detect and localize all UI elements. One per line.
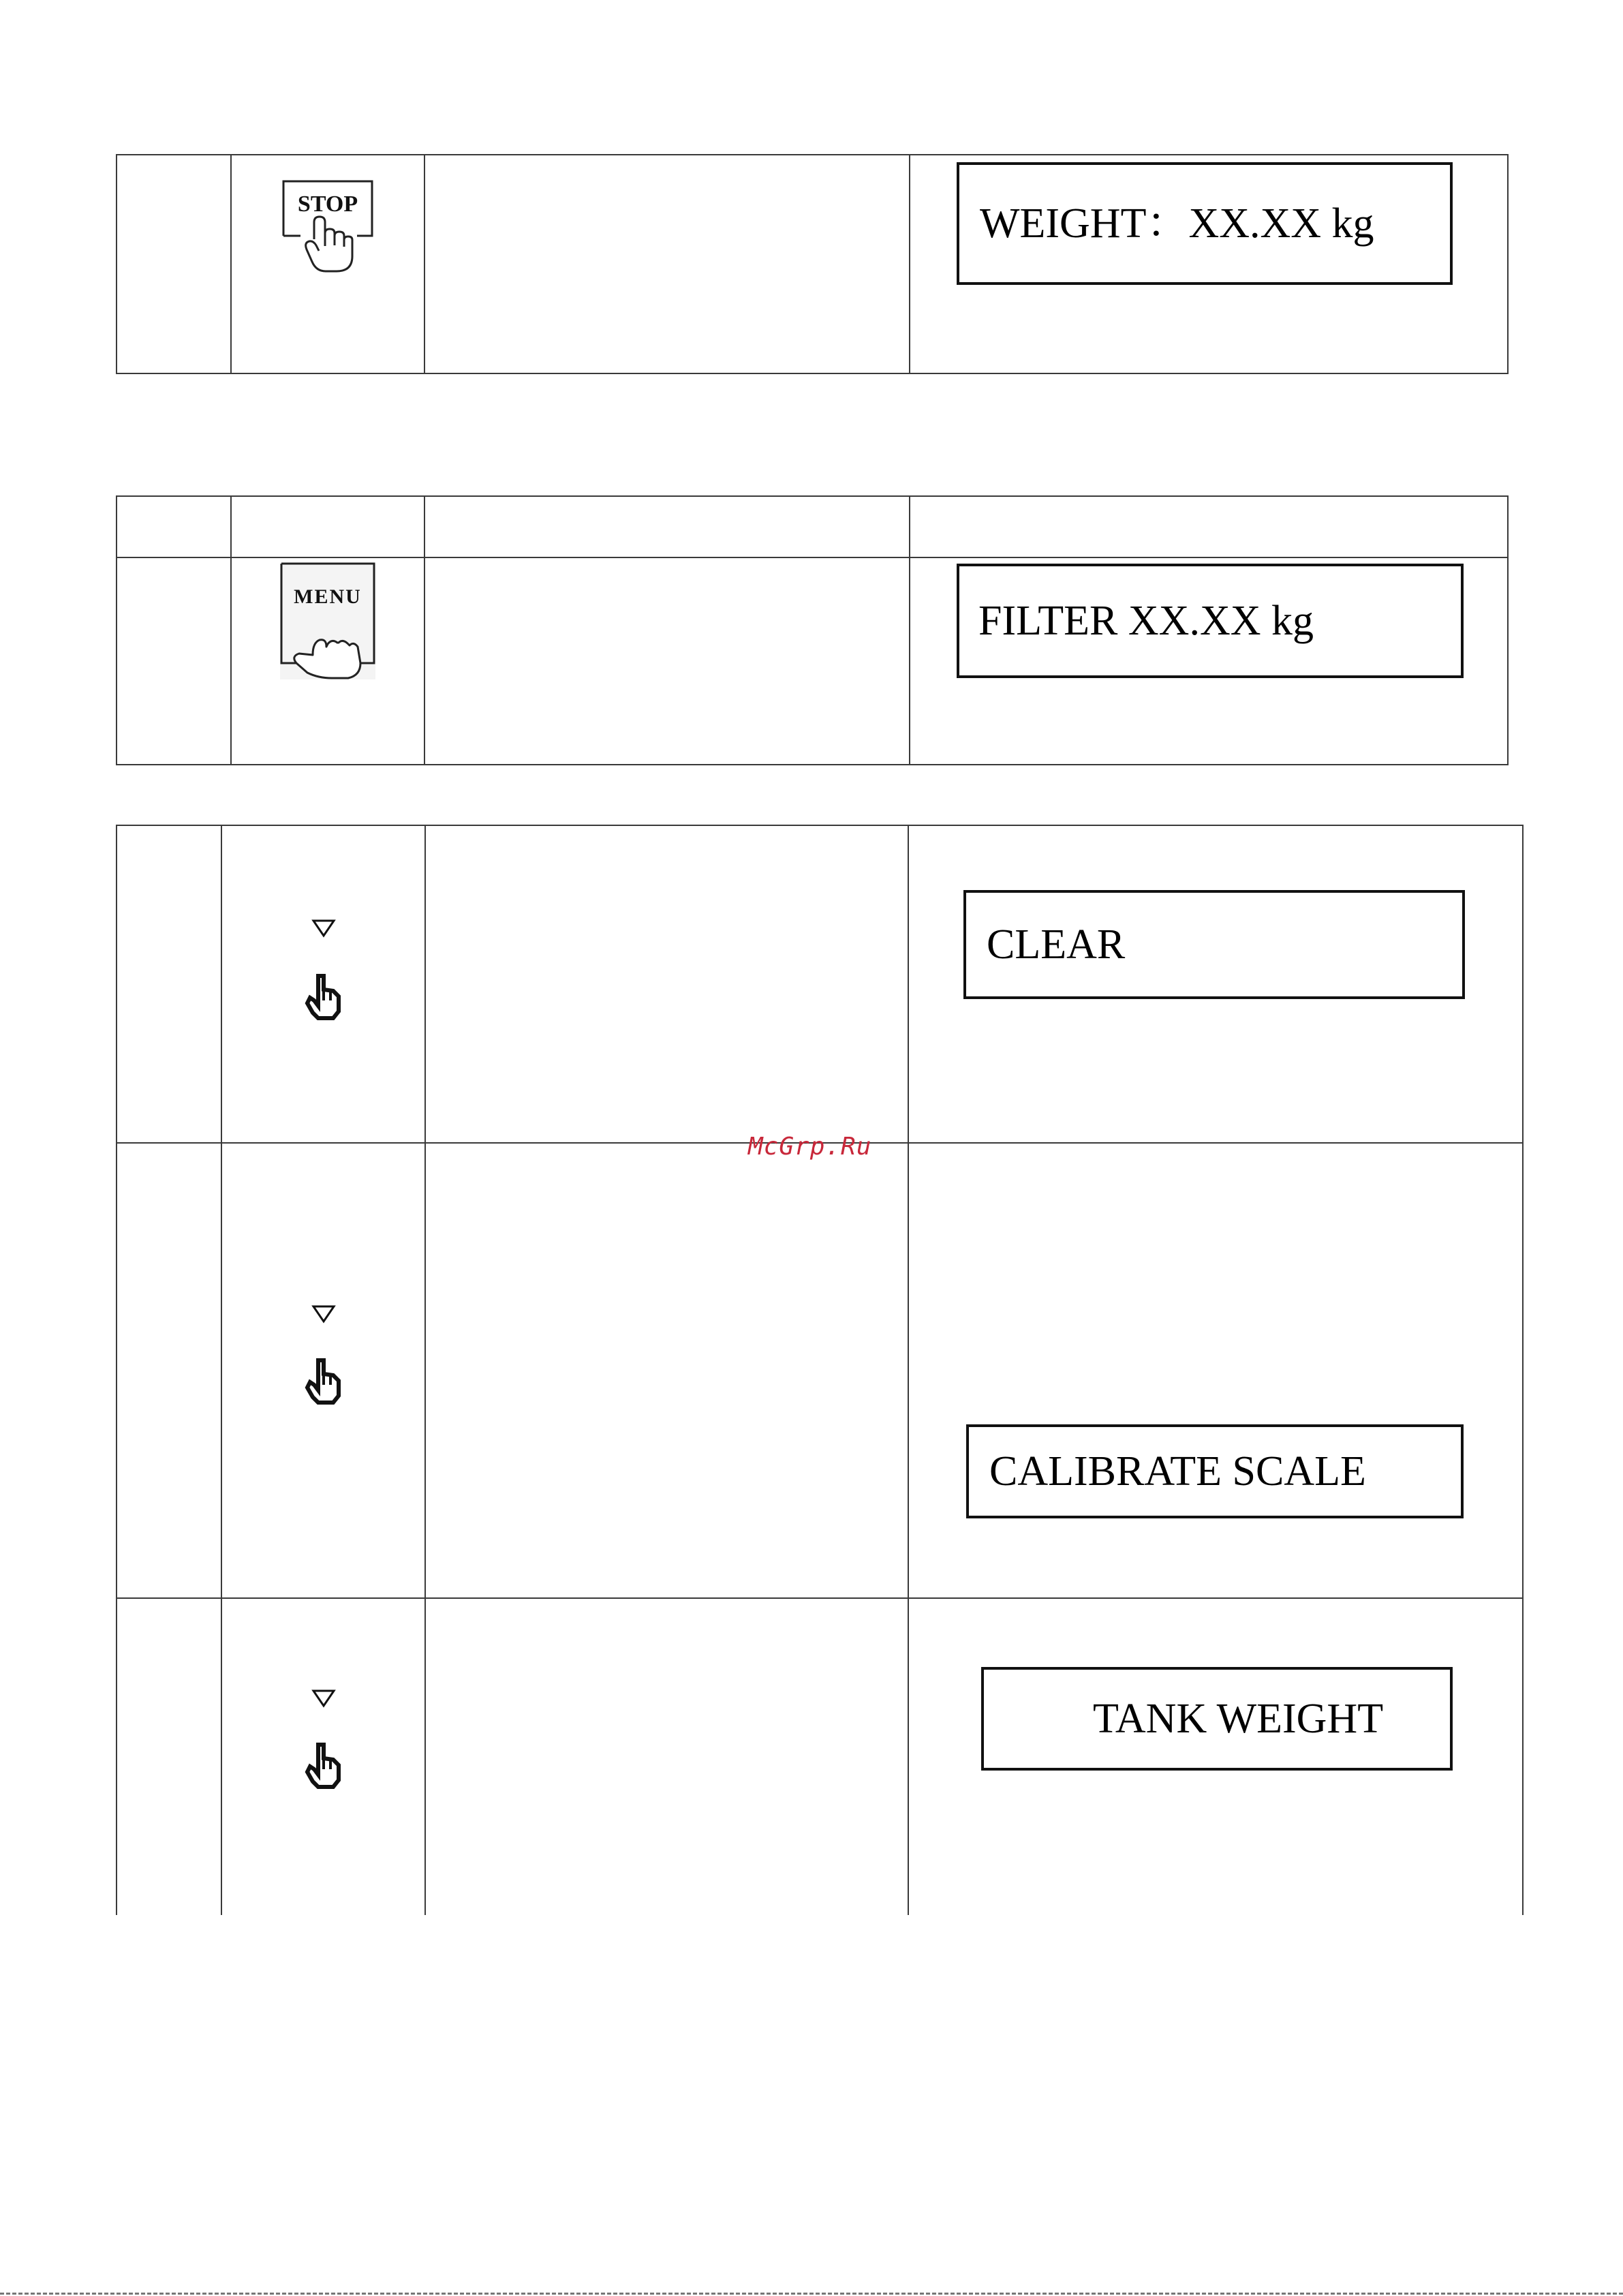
step-table-stop — [116, 154, 1509, 374]
lcd-display — [981, 1667, 1453, 1771]
svg-text:STOP: STOP — [297, 192, 358, 217]
header-cell — [117, 496, 231, 557]
down-triangle-icon — [311, 1689, 336, 1708]
display-cell — [910, 557, 1508, 765]
step-table-down — [116, 825, 1524, 1915]
stop-key-icon — [277, 174, 379, 277]
header-cell — [424, 496, 910, 557]
down-triangle-icon — [311, 1304, 336, 1323]
table-row — [116, 1599, 1524, 1915]
step-number-cell — [117, 557, 231, 765]
description-cell — [424, 155, 910, 373]
table-row — [116, 1144, 1524, 1597]
header-cell — [910, 496, 1508, 557]
page-bottom-rule — [0, 2293, 1623, 2295]
lcd-display — [966, 1424, 1464, 1518]
display-cell — [909, 1599, 1522, 1915]
lcd-display — [963, 890, 1465, 999]
svg-text:MENU: MENU — [294, 585, 362, 608]
lcd-display — [957, 162, 1453, 285]
key-cell — [222, 825, 424, 1142]
lcd-text: CLEAR — [987, 921, 1126, 968]
key-cell — [231, 155, 424, 373]
lcd-text: WEIGHT：XX.XX kg — [980, 200, 1374, 247]
menu-key-icon — [277, 561, 378, 682]
step-table-menu — [116, 495, 1509, 765]
table-row — [116, 825, 1524, 1142]
down-triangle-icon — [311, 919, 336, 938]
pointing-hand-icon — [303, 1358, 344, 1405]
lcd-text: TANK WEIGHT — [1093, 1696, 1384, 1742]
lcd-text: CALIBRATE SCALE — [989, 1448, 1366, 1495]
step-number-cell — [117, 155, 231, 373]
description-cell — [424, 557, 910, 765]
watermark: McGrp.Ru — [748, 1133, 872, 1161]
header-cell — [231, 496, 424, 557]
pointing-hand-icon — [303, 1742, 344, 1790]
lcd-display — [957, 564, 1464, 678]
key-cell — [231, 557, 424, 765]
key-cell — [222, 1599, 424, 1915]
key-cell — [222, 1144, 424, 1597]
lcd-text: FILTER XX.XX kg — [978, 598, 1314, 644]
display-cell — [909, 825, 1522, 1142]
display-cell — [910, 155, 1508, 373]
display-cell — [909, 1144, 1522, 1597]
pointing-hand-icon — [303, 973, 344, 1021]
